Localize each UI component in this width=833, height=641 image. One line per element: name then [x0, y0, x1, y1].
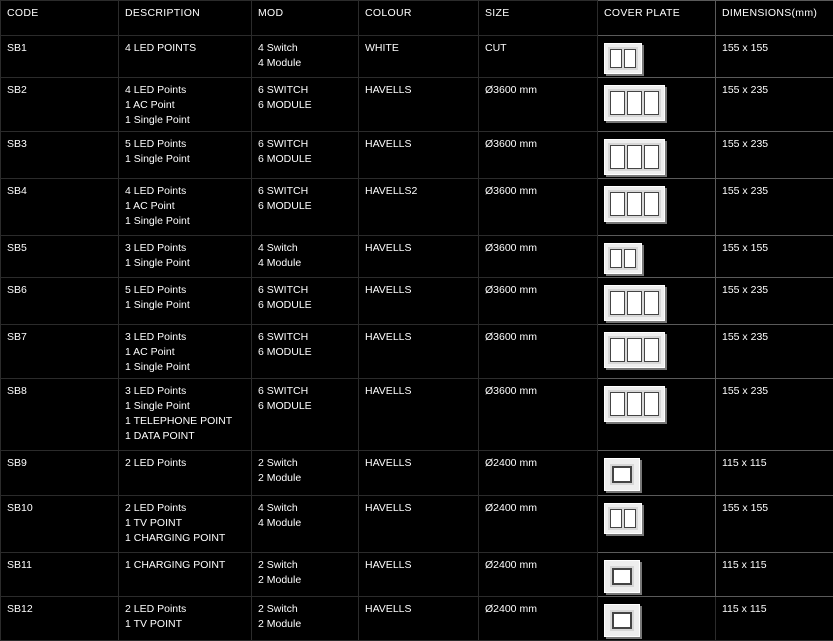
cell-size [479, 78, 598, 132]
switch-slot [610, 145, 625, 169]
cell-dimensions: 155 x 235 [716, 278, 833, 325]
cover-plate-image [604, 458, 640, 491]
desc-line: 1 AC Point [125, 345, 245, 360]
colour-line: HAVELLS [365, 456, 472, 471]
cell-mod [252, 179, 359, 236]
cell-mod [252, 78, 359, 132]
switch-slot [624, 249, 636, 268]
cell-cover-plate [598, 553, 716, 597]
cell-cover-plate [598, 597, 716, 641]
cell-code: SB12 [1, 597, 119, 641]
cell-size [479, 379, 598, 451]
switch-slot [612, 612, 632, 629]
cover-plate-image [604, 386, 665, 422]
mod-line: 2 Module [258, 573, 352, 588]
table-row [1, 451, 833, 496]
desc-line: 1 CHARGING POINT [125, 531, 245, 546]
switch-slot [610, 49, 622, 68]
cell-desc [119, 325, 252, 379]
desc-line: 4 LED Points [125, 184, 245, 199]
cell-dimensions: 155 x 235 [716, 78, 833, 132]
table-row [1, 132, 833, 179]
size-line: Ø3600 mm [485, 184, 591, 199]
cell-dimensions: 115 x 115 [716, 451, 833, 496]
cell-desc [119, 597, 252, 641]
mod-line: 6 SWITCH [258, 384, 352, 399]
mod-line: 6 MODULE [258, 152, 352, 167]
cell-desc [119, 379, 252, 451]
desc-line: 1 Single Point [125, 256, 245, 271]
size-line: Ø3600 mm [485, 241, 591, 256]
cover-plate-image [604, 43, 642, 74]
header-code: CODE [1, 1, 119, 36]
cell-size [479, 36, 598, 78]
switch-slot [644, 91, 659, 115]
cover-plate-image [604, 285, 665, 321]
header-dimensions: DIMENSIONS(mm) [716, 1, 833, 36]
table-row [1, 325, 833, 379]
switch-slot [627, 291, 642, 315]
desc-line: 1 TV POINT [125, 617, 245, 632]
table-row [1, 236, 833, 278]
size-line: Ø3600 mm [485, 330, 591, 345]
cell-colour [359, 36, 479, 78]
cell-colour [359, 278, 479, 325]
cell-mod [252, 496, 359, 553]
size-line: Ø2400 mm [485, 456, 591, 471]
cell-colour [359, 553, 479, 597]
cell-size [479, 236, 598, 278]
header-colour: COLOUR [359, 1, 479, 36]
cell-mod [252, 325, 359, 379]
cell-size [479, 451, 598, 496]
cell-mod [252, 236, 359, 278]
colour-line: HAVELLS2 [365, 184, 472, 199]
size-line: Ø3600 mm [485, 283, 591, 298]
cell-size [479, 597, 598, 641]
cell-desc [119, 132, 252, 179]
colour-line: HAVELLS [365, 558, 472, 573]
colour-line: HAVELLS [365, 241, 472, 256]
mod-line: 4 Switch [258, 501, 352, 516]
desc-line: 1 Single Point [125, 214, 245, 229]
cell-code: SB7 [1, 325, 119, 379]
mod-line: 4 Switch [258, 41, 352, 56]
cell-mod [252, 379, 359, 451]
switch-slot [644, 291, 659, 315]
desc-line: 1 AC Point [125, 98, 245, 113]
cell-code: SB8 [1, 379, 119, 451]
table-row [1, 179, 833, 236]
switch-slot [610, 249, 622, 268]
switch-slot [644, 392, 659, 416]
cell-code: SB2 [1, 78, 119, 132]
desc-line: 4 LED Points [125, 83, 245, 98]
cell-dimensions: 155 x 155 [716, 496, 833, 553]
size-line: Ø2400 mm [485, 602, 591, 617]
cell-colour [359, 496, 479, 553]
cell-code: SB4 [1, 179, 119, 236]
colour-line: HAVELLS [365, 501, 472, 516]
cell-cover-plate [598, 36, 716, 78]
desc-line: 5 LED Points [125, 137, 245, 152]
colour-line: HAVELLS [365, 137, 472, 152]
switch-slot [612, 568, 632, 585]
cell-colour [359, 132, 479, 179]
desc-line: 1 Single Point [125, 298, 245, 313]
switch-slot [610, 192, 625, 216]
desc-line: 1 Single Point [125, 399, 245, 414]
size-line: Ø3600 mm [485, 83, 591, 98]
cell-cover-plate [598, 132, 716, 179]
cell-cover-plate [598, 379, 716, 451]
mod-line: 6 MODULE [258, 199, 352, 214]
cell-desc [119, 278, 252, 325]
desc-line: 1 Single Point [125, 113, 245, 128]
colour-line: HAVELLS [365, 283, 472, 298]
colour-line: HAVELLS [365, 384, 472, 399]
switch-slot [610, 91, 625, 115]
switch-slot [612, 466, 632, 483]
cell-dimensions: 155 x 235 [716, 379, 833, 451]
desc-line: 2 LED Points [125, 456, 245, 471]
cover-plate-image [604, 243, 642, 274]
cell-dimensions: 155 x 235 [716, 132, 833, 179]
cell-desc [119, 553, 252, 597]
switch-slot [627, 392, 642, 416]
desc-line: 3 LED Points [125, 241, 245, 256]
cell-cover-plate [598, 179, 716, 236]
cell-dimensions: 155 x 235 [716, 179, 833, 236]
mod-line: 6 MODULE [258, 399, 352, 414]
size-line: CUT [485, 41, 591, 56]
size-line: Ø2400 mm [485, 501, 591, 516]
switch-slot [610, 392, 625, 416]
mod-line: 2 Switch [258, 558, 352, 573]
switch-slot [610, 509, 622, 528]
cell-mod [252, 553, 359, 597]
cell-colour [359, 236, 479, 278]
cover-plate-image [604, 85, 665, 121]
cell-size [479, 179, 598, 236]
cell-dimensions: 115 x 115 [716, 553, 833, 597]
header-mod: MOD [252, 1, 359, 36]
cell-mod [252, 36, 359, 78]
mod-line: 6 SWITCH [258, 330, 352, 345]
mod-line: 4 Module [258, 256, 352, 271]
header-row [1, 1, 833, 36]
cell-colour [359, 379, 479, 451]
desc-line: 1 CHARGING POINT [125, 558, 245, 573]
desc-line: 1 AC Point [125, 199, 245, 214]
switch-slot [627, 192, 642, 216]
cell-dimensions: 155 x 155 [716, 36, 833, 78]
desc-line: 5 LED Points [125, 283, 245, 298]
cell-colour [359, 325, 479, 379]
colour-line: HAVELLS [365, 83, 472, 98]
header-description: DESCRIPTION [119, 1, 252, 36]
cell-size [479, 132, 598, 179]
mod-line: 4 Module [258, 516, 352, 531]
header-cover-plate: COVER PLATE [598, 1, 716, 36]
cell-dimensions: 155 x 235 [716, 325, 833, 379]
cell-size [479, 496, 598, 553]
cover-plate-image [604, 560, 640, 593]
cell-mod [252, 451, 359, 496]
mod-line: 2 Module [258, 617, 352, 632]
cell-code: SB6 [1, 278, 119, 325]
switch-slot [627, 91, 642, 115]
cell-code: SB1 [1, 36, 119, 78]
switch-slot [610, 338, 625, 362]
desc-line: 3 LED Points [125, 384, 245, 399]
switch-slot [644, 338, 659, 362]
cell-cover-plate [598, 451, 716, 496]
cell-colour [359, 78, 479, 132]
cell-colour [359, 451, 479, 496]
switch-slot [644, 145, 659, 169]
cell-mod [252, 597, 359, 641]
desc-line: 1 TV POINT [125, 516, 245, 531]
cover-plate-image [604, 139, 665, 175]
table-row [1, 597, 833, 641]
switch-slot [627, 145, 642, 169]
mod-line: 6 MODULE [258, 298, 352, 313]
mod-line: 6 SWITCH [258, 137, 352, 152]
cell-cover-plate [598, 325, 716, 379]
size-line: Ø3600 mm [485, 137, 591, 152]
table-row [1, 278, 833, 325]
switch-slot [624, 49, 636, 68]
cell-code: SB10 [1, 496, 119, 553]
cell-size [479, 553, 598, 597]
cell-size [479, 325, 598, 379]
size-line: Ø2400 mm [485, 558, 591, 573]
cell-colour [359, 179, 479, 236]
switch-slot [644, 192, 659, 216]
cell-cover-plate [598, 496, 716, 553]
mod-line: 2 Switch [258, 456, 352, 471]
mod-line: 2 Module [258, 471, 352, 486]
table-row [1, 553, 833, 597]
desc-line: 1 DATA POINT [125, 429, 245, 444]
cover-plate-image [604, 332, 665, 368]
table-row [1, 36, 833, 78]
cell-code: SB3 [1, 132, 119, 179]
desc-line: 3 LED Points [125, 330, 245, 345]
cell-mod [252, 278, 359, 325]
cell-code: SB5 [1, 236, 119, 278]
mod-line: 6 SWITCH [258, 83, 352, 98]
switch-slot [627, 338, 642, 362]
desc-line: 1 Single Point [125, 152, 245, 167]
cell-desc [119, 179, 252, 236]
mod-line: 4 Switch [258, 241, 352, 256]
desc-line: 2 LED Points [125, 501, 245, 516]
header-size: SIZE [479, 1, 598, 36]
cell-dimensions: 155 x 155 [716, 236, 833, 278]
mod-line: 6 SWITCH [258, 184, 352, 199]
cell-desc [119, 496, 252, 553]
table-row [1, 78, 833, 132]
cell-desc [119, 36, 252, 78]
size-line: Ø3600 mm [485, 384, 591, 399]
switch-slot [610, 291, 625, 315]
desc-line: 2 LED Points [125, 602, 245, 617]
cell-mod [252, 132, 359, 179]
desc-line: 4 LED POINTS [125, 41, 245, 56]
colour-line: HAVELLS [365, 330, 472, 345]
desc-line: 1 TELEPHONE POINT [125, 414, 245, 429]
cell-desc [119, 236, 252, 278]
table-row [1, 379, 833, 451]
cell-size [479, 278, 598, 325]
cover-plate-image [604, 503, 642, 534]
cover-plate-image [604, 604, 640, 637]
cell-code: SB11 [1, 553, 119, 597]
cell-code: SB9 [1, 451, 119, 496]
cell-cover-plate [598, 278, 716, 325]
colour-line: HAVELLS [365, 602, 472, 617]
mod-line: 4 Module [258, 56, 352, 71]
colour-line: WHITE [365, 41, 472, 56]
cell-dimensions: 115 x 115 [716, 597, 833, 641]
table-row [1, 496, 833, 553]
cell-desc [119, 78, 252, 132]
desc-line: 1 Single Point [125, 360, 245, 375]
cell-cover-plate [598, 236, 716, 278]
cell-cover-plate [598, 78, 716, 132]
mod-line: 6 SWITCH [258, 283, 352, 298]
mod-line: 2 Switch [258, 602, 352, 617]
cover-plate-image [604, 186, 665, 222]
cell-colour [359, 597, 479, 641]
switch-slot [624, 509, 636, 528]
mod-line: 6 MODULE [258, 98, 352, 113]
mod-line: 6 MODULE [258, 345, 352, 360]
cell-desc [119, 451, 252, 496]
